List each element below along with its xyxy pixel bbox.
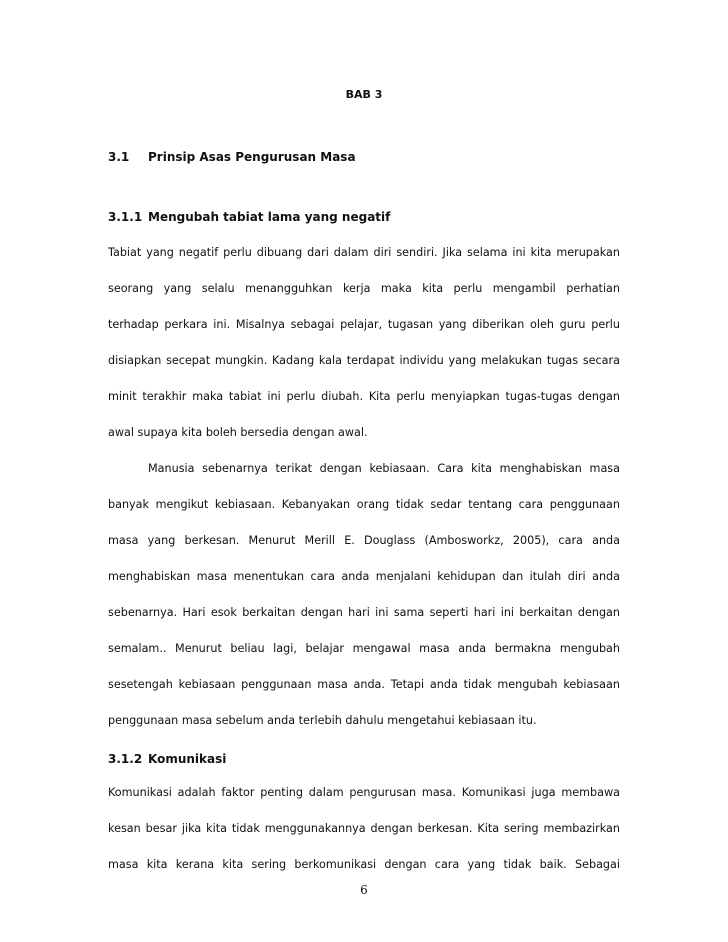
section-heading-3-1 xyxy=(108,150,356,164)
section-number: 3.1.2 xyxy=(108,752,143,766)
text-line: terhadap perkara ini. Misalnya sebagai pelajar, tugasan yang diberikan oleh guru perlu xyxy=(108,318,620,331)
text-line: menghabiskan masa menentukan cara anda menjalani kehidupan dan itulah diri anda xyxy=(108,570,620,583)
text-line: Tabiat yang negatif perlu dibuang dari dalam diri sendiri. Jika selama ini kita merupakan xyxy=(108,246,620,259)
text-line: semalam.. Menurut beliau lagi, belajar mengawal masa anda bermakna mengubah xyxy=(108,642,620,655)
chapter-heading: BAB 3 xyxy=(345,88,383,101)
paragraph-komunikasi xyxy=(108,775,620,883)
text-line: minit terakhir maka tabiat ini perlu diubah. Kita perlu menyiapkan tugas-tugas dengan xyxy=(108,390,620,403)
text-line: sesetengah kebiasaan penggunaan masa anda. Tetapi anda tidak mengubah kebiasaan xyxy=(108,678,620,691)
text-line: seorang yang selalu menangguhkan kerja maka kita perlu mengambil perhatian xyxy=(108,282,620,295)
text-line: Manusia sebenarnya terikat dengan kebiasaan. Cara kita menghabiskan masa xyxy=(148,462,620,475)
section-title: Prinsip Asas Pengurusan Masa xyxy=(148,150,356,164)
section-heading-3-1-2 xyxy=(108,752,226,766)
section-number: 3.1.1 xyxy=(108,210,143,224)
section-title: Mengubah tabiat lama yang negatif xyxy=(148,210,391,224)
text-line: disiapkan secepat mungkin. Kadang kala terdapat individu yang melakukan tugas secara xyxy=(108,354,620,367)
section-title: Komunikasi xyxy=(148,752,227,766)
text-line: sebenarnya. Hari esok berkaitan dengan hari ini sama seperti hari ini berkaitan dengan xyxy=(108,606,620,619)
text-line: masa kita kerana kita sering berkomunikasi dengan cara yang tidak baik. Sebagai xyxy=(108,858,620,871)
text-line: banyak mengikut kebiasaan. Kebanyakan orang tidak sedar tentang cara penggunaan xyxy=(108,498,620,511)
text-line: awal supaya kita boleh bersedia dengan awal. xyxy=(108,426,368,439)
page-number: 6 xyxy=(360,883,368,897)
text-line: kesan besar jika kita tidak menggunakannya dengan berkesan. Kita sering membazirkan xyxy=(108,822,620,835)
text-line: Komunikasi adalah faktor penting dalam pengurusan masa. Komunikasi juga membawa xyxy=(108,786,620,799)
text-line: masa yang berkesan. Menurut Merill E. Douglass (Ambosworkz, 2005), cara anda xyxy=(108,534,620,547)
text-line: penggunaan masa sebelum anda terlebih dahulu mengetahui kebiasaan itu. xyxy=(108,714,537,727)
paragraph-tabiat xyxy=(108,235,620,451)
section-heading-3-1-1 xyxy=(108,210,390,224)
paragraph-kebiasaan xyxy=(108,451,620,739)
section-number: 3.1 xyxy=(108,150,130,164)
